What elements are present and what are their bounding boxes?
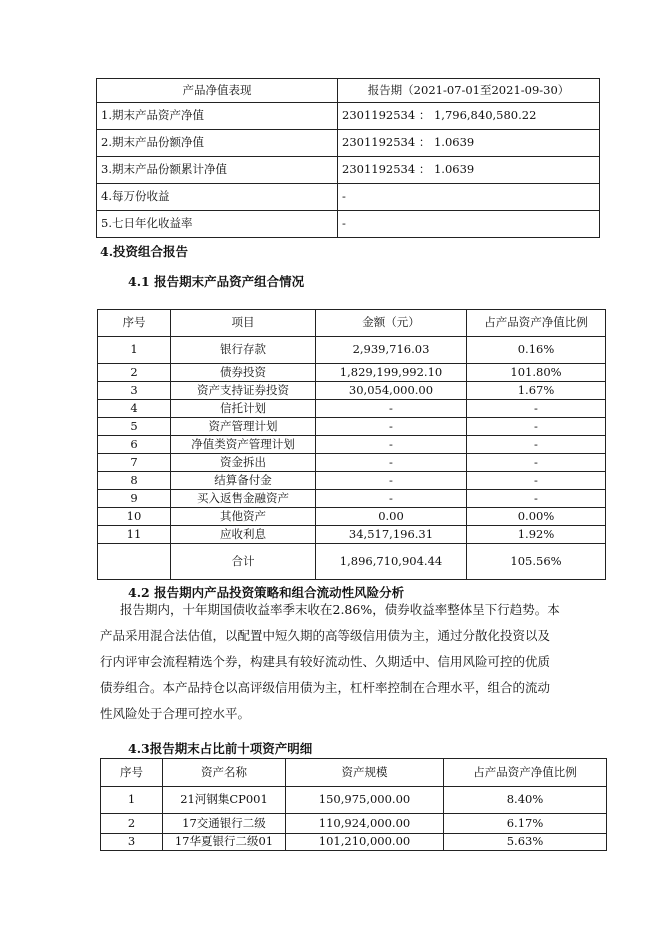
cell-item: 信托计划 [171, 400, 316, 418]
table-total-row [98, 544, 606, 580]
cell-ratio: 1.67% [467, 382, 606, 400]
cell-item: 结算备付金 [171, 472, 316, 490]
table-row [98, 418, 606, 436]
table-row [98, 364, 606, 382]
cell-item: 银行存款 [171, 337, 316, 364]
cell-index: 6 [98, 436, 171, 454]
row-label: 4.每万份收益 [97, 184, 338, 211]
row-value: - [338, 184, 600, 211]
row-label: 5.七日年化收益率 [97, 211, 338, 238]
header-cell: 产品净值表现 [97, 79, 338, 103]
header-cell: 资产规模 [286, 759, 444, 787]
paragraph-text: 报告期内，十年期国债收益率季末收在2.86%，债券收益率整体呈下行趋势。本产品采用混合法估值，以配置中短久期的高等级信用债为主，通过分散化投资以及行内评审会流程精选个券，构建具有较好流动性、久期适中、信用风险可控的优质债券组合。本产品持仓以高评级信用债为主，杠杆率控制在合理水平，组合的流动性风险处于合理可控水平。 [100, 602, 560, 721]
cell-item: 其他资产 [171, 508, 316, 526]
cell-index: 3 [98, 382, 171, 400]
cell-amount: - [316, 436, 467, 454]
header-cell: 报告期（2021-07-01至2021-09-30） [338, 79, 600, 103]
cell-ratio: 8.40% [444, 787, 607, 814]
cell-index: 2 [98, 364, 171, 382]
table-row [98, 508, 606, 526]
row-label: 1.期末产品资产净值 [97, 103, 338, 130]
cell-index: 9 [98, 490, 171, 508]
cell-index: 7 [98, 454, 171, 472]
cell-index: 5 [98, 418, 171, 436]
cell-amount: 1,896,710,904.44 [316, 544, 467, 580]
cell-ratio: 0.16% [467, 337, 606, 364]
table-row [101, 814, 607, 834]
cell-ratio: - [467, 418, 606, 436]
cell-index: 2 [101, 814, 163, 834]
table-header-row [101, 759, 607, 787]
row-value: 2301192534 ： 1.0639 [338, 130, 600, 157]
header-cell: 序号 [98, 310, 171, 337]
cell-ratio: 6.17% [444, 814, 607, 834]
cell-asset-size: 101,210,000.00 [286, 834, 444, 851]
cell-ratio: 0.00% [467, 508, 606, 526]
row-label: 3.期末产品份额累计净值 [97, 157, 338, 184]
top-assets-table [100, 758, 607, 851]
cell-ratio: 105.56% [467, 544, 606, 580]
cell-item: 合计 [171, 544, 316, 580]
cell-amount: 0.00 [316, 508, 467, 526]
table-row [97, 211, 600, 238]
section-heading: 4.投资组合报告 [100, 244, 189, 259]
cell-item: 资产管理计划 [171, 418, 316, 436]
row-value: 2301192534 ： 1,796,840,580.22 [338, 103, 600, 130]
cell-asset-name: 21河钢集CP001 [163, 787, 286, 814]
table-row [98, 337, 606, 364]
cell-asset-name: 17华夏银行二级01 [163, 834, 286, 851]
cell-item: 债券投资 [171, 364, 316, 382]
table-row [98, 436, 606, 454]
cell-asset-size: 150,975,000.00 [286, 787, 444, 814]
cell-ratio: - [467, 472, 606, 490]
cell-index: 8 [98, 472, 171, 490]
cell-ratio: - [467, 490, 606, 508]
table-row [98, 454, 606, 472]
cell-item: 资产支持证券投资 [171, 382, 316, 400]
header-cell: 项目 [171, 310, 316, 337]
cell-item: 应收利息 [171, 526, 316, 544]
header-cell: 资产名称 [163, 759, 286, 787]
section-heading: 4.1 报告期末产品资产组合情况 [128, 274, 305, 289]
cell-item: 净值类资产管理计划 [171, 436, 316, 454]
table-row [98, 472, 606, 490]
table-row [97, 157, 600, 184]
table-row [98, 490, 606, 508]
table-row [97, 103, 600, 130]
cell-index [98, 544, 171, 580]
cell-amount: - [316, 400, 467, 418]
row-value: - [338, 211, 600, 238]
header-cell: 序号 [101, 759, 163, 787]
cell-ratio: - [467, 400, 606, 418]
table-row [97, 184, 600, 211]
cell-amount: 1,829,199,992.10 [316, 364, 467, 382]
table-row [97, 130, 600, 157]
cell-asset-size: 110,924,000.00 [286, 814, 444, 834]
table-row [101, 787, 607, 814]
strategy-paragraph [100, 597, 562, 727]
table-row [98, 400, 606, 418]
cell-ratio: 101.80% [467, 364, 606, 382]
cell-index: 1 [101, 787, 163, 814]
cell-amount: - [316, 472, 467, 490]
cell-amount: - [316, 490, 467, 508]
table-row [98, 526, 606, 544]
cell-item: 买入返售金融资产 [171, 490, 316, 508]
cell-index: 10 [98, 508, 171, 526]
cell-index: 4 [98, 400, 171, 418]
cell-amount: 2,939,716.03 [316, 337, 467, 364]
row-value: 2301192534 ： 1.0639 [338, 157, 600, 184]
cell-ratio: - [467, 436, 606, 454]
cell-item: 资金拆出 [171, 454, 316, 472]
cell-amount: - [316, 418, 467, 436]
cell-index: 3 [101, 834, 163, 851]
header-cell: 占产品资产净值比例 [444, 759, 607, 787]
cell-ratio: 5.63% [444, 834, 607, 851]
section-heading: 4.3报告期末占比前十项资产明细 [128, 741, 313, 756]
cell-ratio: 1.92% [467, 526, 606, 544]
nav-performance-table [96, 78, 600, 238]
header-cell: 金额（元） [316, 310, 467, 337]
cell-amount: - [316, 454, 467, 472]
table-row [101, 834, 607, 851]
row-label: 2.期末产品份额净值 [97, 130, 338, 157]
cell-index: 1 [98, 337, 171, 364]
asset-portfolio-table [97, 309, 606, 580]
cell-asset-name: 17交通银行二级 [163, 814, 286, 834]
cell-index: 11 [98, 526, 171, 544]
section-heading: 4.2 报告期内产品投资策略和组合流动性风险分析 [128, 585, 405, 600]
cell-amount: 34,517,196.31 [316, 526, 467, 544]
table-header-row [97, 79, 600, 103]
cell-ratio: - [467, 454, 606, 472]
cell-amount: 30,054,000.00 [316, 382, 467, 400]
table-row [98, 382, 606, 400]
header-cell: 占产品资产净值比例 [467, 310, 606, 337]
table-header-row [98, 310, 606, 337]
